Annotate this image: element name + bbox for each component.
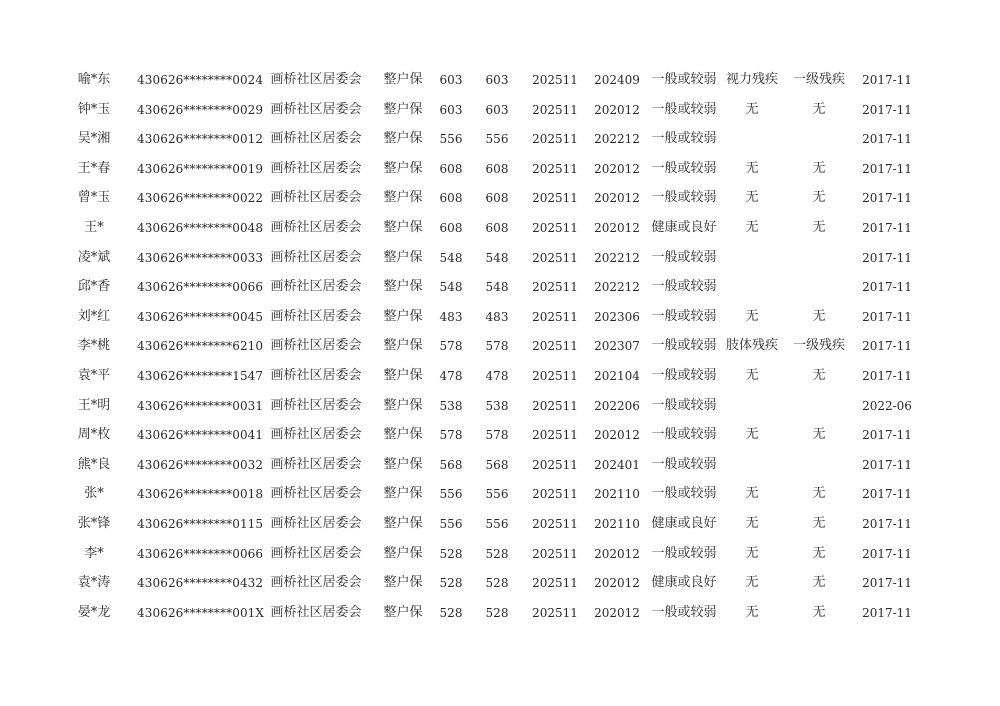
amount-cell: 608 <box>439 191 463 206</box>
amount-cell: 578 <box>485 339 509 354</box>
month-cell: 202511 <box>532 73 578 87</box>
disability-level-cell: 一级残疾 <box>792 338 845 354</box>
month-cell: 202110 <box>594 517 640 531</box>
name-cell: 刘*红 <box>77 308 111 324</box>
community-cell: 画桥社区居委会 <box>270 545 362 561</box>
amount-cell: 556 <box>439 517 463 531</box>
aid-type-cell: 整户保 <box>383 72 423 87</box>
id-number-cell: 430626********0115 <box>137 517 264 531</box>
month-cell: 202511 <box>532 428 578 443</box>
month-cell: 202511 <box>532 221 578 235</box>
health-status-cell: 一般或较弱 <box>651 279 717 295</box>
table-row <box>0 100 1000 120</box>
amount-cell: 578 <box>439 428 463 443</box>
disability-level-cell: 无 <box>812 160 826 176</box>
table-row <box>0 425 1000 445</box>
month-cell: 202012 <box>594 161 640 176</box>
aid-type-cell: 整户保 <box>383 516 423 531</box>
date-cell: 2017-11 <box>862 517 912 531</box>
table-row <box>0 307 1000 327</box>
date-cell: 2017-11 <box>862 546 912 561</box>
aid-type-cell: 整户保 <box>383 604 423 620</box>
id-number-cell: 430626********0024 <box>137 73 264 87</box>
month-cell: 202307 <box>594 339 640 354</box>
table-row <box>0 455 1000 475</box>
date-cell: 2017-11 <box>862 457 912 472</box>
disability-type-cell: 无 <box>745 308 759 324</box>
id-number-cell: 430626********0032 <box>137 457 264 472</box>
community-cell: 画桥社区居委会 <box>270 368 362 383</box>
table-row <box>0 514 1000 534</box>
month-cell: 202511 <box>532 161 578 176</box>
id-number-cell: 430626********0432 <box>137 576 264 591</box>
community-cell: 画桥社区居委会 <box>270 575 362 591</box>
community-cell: 画桥社区居委会 <box>270 486 362 502</box>
table-row <box>0 396 1000 416</box>
disability-level-cell: 无 <box>812 101 826 117</box>
name-cell: 王*明 <box>77 397 111 413</box>
id-number-cell: 430626********001X <box>137 605 265 620</box>
amount-cell: 483 <box>439 309 463 324</box>
amount-cell: 568 <box>485 457 509 472</box>
id-number-cell: 430626********6210 <box>137 339 264 354</box>
name-cell: 凌*斌 <box>77 249 111 265</box>
month-cell: 202511 <box>532 517 578 531</box>
community-cell: 画桥社区居委会 <box>270 160 362 176</box>
date-cell: 2017-11 <box>862 250 912 265</box>
amount-cell: 548 <box>485 250 509 265</box>
name-cell: 邱*香 <box>77 279 111 295</box>
name-cell: 喻*东 <box>77 72 111 87</box>
aid-type-cell: 整户保 <box>383 486 423 502</box>
aid-type-cell: 整户保 <box>383 279 423 295</box>
name-cell: 袁*涛 <box>77 575 111 591</box>
health-status-cell: 一般或较弱 <box>651 397 717 413</box>
amount-cell: 603 <box>439 73 463 87</box>
disability-type-cell: 肢体残疾 <box>725 338 778 354</box>
month-cell: 202511 <box>532 132 578 147</box>
month-cell: 202511 <box>532 191 578 206</box>
community-cell: 画桥社区居委会 <box>270 427 362 443</box>
name-cell: 张*锋 <box>77 516 111 531</box>
month-cell: 202401 <box>594 457 640 472</box>
amount-cell: 568 <box>439 457 463 472</box>
amount-cell: 578 <box>439 339 463 354</box>
table-row <box>0 573 1000 593</box>
health-status-cell: 一般或较弱 <box>651 545 717 561</box>
table-row <box>0 188 1000 208</box>
month-cell: 202511 <box>532 457 578 472</box>
aid-type-cell: 整户保 <box>383 427 423 443</box>
month-cell: 202306 <box>594 309 640 324</box>
date-cell: 2017-11 <box>862 487 912 502</box>
aid-type-cell: 整户保 <box>383 575 423 591</box>
disability-type-cell: 无 <box>745 516 759 531</box>
date-cell: 2017-11 <box>862 605 912 620</box>
amount-cell: 603 <box>485 73 509 87</box>
name-cell: 张* <box>84 486 104 502</box>
health-status-cell: 一般或较弱 <box>651 338 717 354</box>
aid-type-cell: 整户保 <box>383 308 423 324</box>
amount-cell: 478 <box>485 369 509 383</box>
amount-cell: 556 <box>485 132 509 147</box>
disability-level-cell: 无 <box>812 486 826 502</box>
community-cell: 画桥社区居委会 <box>270 397 362 413</box>
amount-cell: 548 <box>439 280 463 295</box>
community-cell: 画桥社区居委会 <box>270 101 362 117</box>
health-status-cell: 健康或良好 <box>651 575 717 591</box>
health-status-cell: 一般或较弱 <box>651 160 717 176</box>
aid-type-cell: 整户保 <box>383 545 423 561</box>
amount-cell: 483 <box>485 309 509 324</box>
amount-cell: 608 <box>439 221 463 235</box>
disability-type-cell: 无 <box>745 486 759 502</box>
amount-cell: 538 <box>439 398 463 413</box>
table-row <box>0 544 1000 564</box>
month-cell: 202511 <box>532 369 578 383</box>
id-number-cell: 430626********0066 <box>137 546 264 561</box>
disability-level-cell: 无 <box>812 427 826 443</box>
health-status-cell: 一般或较弱 <box>651 427 717 443</box>
amount-cell: 556 <box>439 132 463 147</box>
community-cell: 画桥社区居委会 <box>270 338 362 354</box>
aid-type-cell: 整户保 <box>383 249 423 265</box>
month-cell: 202012 <box>594 605 640 620</box>
month-cell: 202012 <box>594 221 640 235</box>
aid-type-cell: 整户保 <box>383 131 423 147</box>
date-cell: 2017-11 <box>862 102 912 117</box>
amount-cell: 548 <box>439 250 463 265</box>
name-cell: 钟*玉 <box>77 101 111 117</box>
id-number-cell: 430626********0018 <box>137 487 264 502</box>
aid-type-cell: 整户保 <box>383 160 423 176</box>
amount-cell: 528 <box>439 546 463 561</box>
disability-type-cell: 无 <box>745 575 759 591</box>
table-row <box>0 484 1000 504</box>
disability-type-cell: 视力残疾 <box>725 72 778 87</box>
id-number-cell: 430626********0019 <box>137 161 264 176</box>
disability-type-cell: 无 <box>745 101 759 117</box>
table-row <box>0 603 1000 623</box>
amount-cell: 608 <box>485 191 509 206</box>
name-cell: 熊*良 <box>77 456 111 472</box>
date-cell: 2017-11 <box>862 132 912 147</box>
aid-type-cell: 整户保 <box>383 190 423 206</box>
health-status-cell: 一般或较弱 <box>651 131 717 147</box>
name-cell: 王* <box>84 220 104 235</box>
community-cell: 画桥社区居委会 <box>270 220 362 235</box>
name-cell: 王*春 <box>77 160 111 176</box>
community-cell: 画桥社区居委会 <box>270 604 362 620</box>
month-cell: 202511 <box>532 102 578 117</box>
date-cell: 2017-11 <box>862 280 912 295</box>
name-cell: 晏*龙 <box>77 604 111 620</box>
disability-level-cell: 无 <box>812 575 826 591</box>
disability-type-cell: 无 <box>745 160 759 176</box>
aid-type-cell: 整户保 <box>383 338 423 354</box>
month-cell: 202511 <box>532 398 578 413</box>
community-cell: 画桥社区居委会 <box>270 279 362 295</box>
date-cell: 2017-11 <box>862 221 912 235</box>
aid-type-cell: 整户保 <box>383 101 423 117</box>
month-cell: 202511 <box>532 309 578 324</box>
amount-cell: 528 <box>439 576 463 591</box>
health-status-cell: 健康或良好 <box>651 516 717 531</box>
name-cell: 周*枚 <box>77 427 111 443</box>
amount-cell: 548 <box>485 280 509 295</box>
amount-cell: 603 <box>439 102 463 117</box>
disability-level-cell: 无 <box>812 604 826 620</box>
disability-level-cell: 无 <box>812 308 826 324</box>
amount-cell: 556 <box>485 487 509 502</box>
month-cell: 202409 <box>594 73 640 87</box>
community-cell: 画桥社区居委会 <box>270 190 362 206</box>
health-status-cell: 一般或较弱 <box>651 249 717 265</box>
community-cell: 画桥社区居委会 <box>270 249 362 265</box>
amount-cell: 556 <box>439 487 463 502</box>
id-number-cell: 430626********0012 <box>137 132 264 147</box>
amount-cell: 608 <box>439 161 463 176</box>
date-cell: 2017-11 <box>862 576 912 591</box>
month-cell: 202104 <box>594 369 640 383</box>
date-cell: 2017-11 <box>862 339 912 354</box>
id-number-cell: 430626********0029 <box>137 102 264 117</box>
table-row <box>0 159 1000 179</box>
id-number-cell: 430626********0045 <box>137 309 264 324</box>
name-cell: 李* <box>84 545 104 561</box>
id-number-cell: 430626********0041 <box>137 428 264 443</box>
month-cell: 202511 <box>532 339 578 354</box>
disability-level-cell: 无 <box>812 190 826 206</box>
name-cell: 曾*玉 <box>77 190 111 206</box>
aid-type-cell: 整户保 <box>383 397 423 413</box>
date-cell: 2017-11 <box>862 309 912 324</box>
amount-cell: 608 <box>485 161 509 176</box>
date-cell: 2017-11 <box>862 191 912 206</box>
community-cell: 画桥社区居委会 <box>270 516 362 531</box>
month-cell: 202012 <box>594 191 640 206</box>
id-number-cell: 430626********0048 <box>137 221 264 235</box>
amount-cell: 556 <box>485 517 509 531</box>
disability-level-cell: 无 <box>812 220 826 235</box>
health-status-cell: 一般或较弱 <box>651 308 717 324</box>
amount-cell: 528 <box>485 546 509 561</box>
month-cell: 202212 <box>594 132 640 147</box>
month-cell: 202110 <box>594 487 640 502</box>
month-cell: 202012 <box>594 576 640 591</box>
community-cell: 画桥社区居委会 <box>270 308 362 324</box>
health-status-cell: 健康或良好 <box>651 220 717 235</box>
disability-type-cell: 无 <box>745 368 759 383</box>
month-cell: 202511 <box>532 546 578 561</box>
disability-level-cell: 无 <box>812 545 826 561</box>
table-row <box>0 129 1000 149</box>
amount-cell: 478 <box>439 369 463 383</box>
disability-type-cell: 无 <box>745 604 759 620</box>
health-status-cell: 一般或较弱 <box>651 604 717 620</box>
community-cell: 画桥社区居委会 <box>270 456 362 472</box>
amount-cell: 538 <box>485 398 509 413</box>
date-cell: 2017-11 <box>862 369 912 383</box>
month-cell: 202012 <box>594 546 640 561</box>
aid-type-cell: 整户保 <box>383 456 423 472</box>
table-row <box>0 277 1000 297</box>
health-status-cell: 一般或较弱 <box>651 368 717 383</box>
amount-cell: 528 <box>485 576 509 591</box>
disability-level-cell: 无 <box>812 516 826 531</box>
disability-level-cell: 一级残疾 <box>792 72 845 87</box>
amount-cell: 528 <box>485 605 509 620</box>
amount-cell: 578 <box>485 428 509 443</box>
community-cell: 画桥社区居委会 <box>270 131 362 147</box>
table-row <box>0 218 1000 238</box>
disability-type-cell: 无 <box>745 190 759 206</box>
id-number-cell: 430626********1547 <box>137 369 264 383</box>
aid-type-cell: 整户保 <box>383 220 423 235</box>
disability-type-cell: 无 <box>745 220 759 235</box>
health-status-cell: 一般或较弱 <box>651 101 717 117</box>
id-number-cell: 430626********0066 <box>137 280 264 295</box>
table-row <box>0 70 1000 90</box>
table-row <box>0 248 1000 268</box>
disability-type-cell: 无 <box>745 427 759 443</box>
month-cell: 202012 <box>594 102 640 117</box>
health-status-cell: 一般或较弱 <box>651 72 717 87</box>
amount-cell: 608 <box>485 221 509 235</box>
amount-cell: 528 <box>439 605 463 620</box>
aid-type-cell: 整户保 <box>383 368 423 383</box>
id-number-cell: 430626********0031 <box>137 398 264 413</box>
month-cell: 202511 <box>532 576 578 591</box>
name-cell: 李*桃 <box>77 338 111 354</box>
month-cell: 202511 <box>532 487 578 502</box>
month-cell: 202511 <box>532 250 578 265</box>
month-cell: 202212 <box>594 250 640 265</box>
community-cell: 画桥社区居委会 <box>270 72 362 87</box>
date-cell: 2022-06 <box>862 398 912 413</box>
health-status-cell: 一般或较弱 <box>651 486 717 502</box>
name-cell: 袁*平 <box>77 368 111 383</box>
month-cell: 202012 <box>594 428 640 443</box>
name-cell: 吴*湘 <box>77 131 111 147</box>
month-cell: 202511 <box>532 605 578 620</box>
disability-type-cell: 无 <box>745 545 759 561</box>
month-cell: 202206 <box>594 398 640 413</box>
date-cell: 2017-11 <box>862 73 912 87</box>
month-cell: 202212 <box>594 280 640 295</box>
month-cell: 202511 <box>532 280 578 295</box>
date-cell: 2017-11 <box>862 161 912 176</box>
id-number-cell: 430626********0033 <box>137 250 264 265</box>
disability-level-cell: 无 <box>812 368 826 383</box>
table-row <box>0 366 1000 386</box>
id-number-cell: 430626********0022 <box>137 191 264 206</box>
amount-cell: 603 <box>485 102 509 117</box>
table-row <box>0 336 1000 356</box>
health-status-cell: 一般或较弱 <box>651 456 717 472</box>
date-cell: 2017-11 <box>862 428 912 443</box>
health-status-cell: 一般或较弱 <box>651 190 717 206</box>
